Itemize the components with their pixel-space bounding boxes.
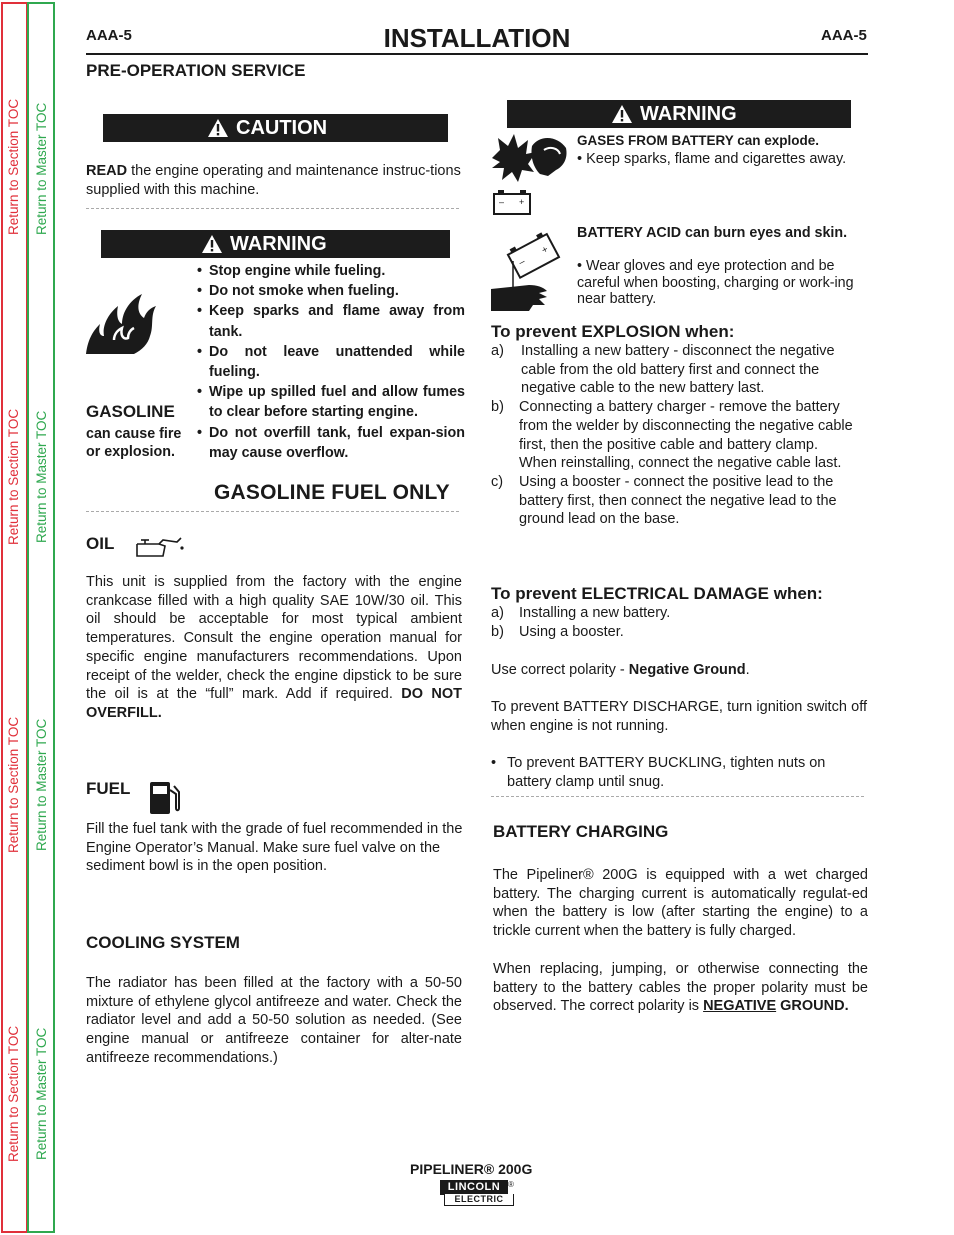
list-item: c) Using a booster - connect the positive lead to the battery first, then connect the negative lead to the ground lead on the base. (491, 473, 837, 528)
oil-can-icon (133, 534, 185, 558)
fuel-text: Fill the fuel tank with the grade of fuel recommended in the Engine Operator’s Manual. Make sure fuel valve on the sediment bowl is in the open position. (86, 821, 463, 875)
battery-explosion-icon (488, 132, 570, 218)
warning-triangle-icon (611, 104, 633, 124)
fuel-pump-icon (148, 778, 182, 816)
page-code-left: AAA-5 (86, 27, 132, 44)
cooling-text: The radiator has been filled at the factory with a 50-50 mixture of ethylene glycol antifreeze and water. Check the radiator level and add a 50-50 solution as needed. (See engine manual or antifreeze container for alter-nate antifreeze recommendations.) (86, 975, 462, 1066)
return-section-toc-link-1[interactable]: Return to Section TOC (6, 98, 21, 235)
list-item: • Do not overfill tank, fuel expan-sion may cause overflow. (197, 423, 465, 463)
acid-text: • Wear gloves and eye protection and be careful when boosting, charging or work-ing near battery. (577, 258, 854, 307)
acid-title: BATTERY ACID can burn eyes and skin. (577, 225, 848, 241)
return-master-toc-link-3[interactable]: Return to Master TOC (34, 718, 49, 851)
divider (491, 796, 864, 797)
explosion-list (491, 342, 867, 529)
list-item: b) Connecting a battery charger - remove the battery from the welder by disconnecting the negative cable first, then the positive cable and battery clamp. When reinstalling, connect the negative cable last. (491, 399, 853, 472)
charging-text-1: The Pipeliner® 200G is equipped with a wet charged battery. The charging current is automatically regulat-ed when the battery is low (after starting the engine) to a trickle current when the battery is fully charged. (493, 867, 868, 940)
polarity-text: Use correct polarity - Negative Ground. (491, 662, 750, 678)
divider (86, 208, 459, 209)
page-title: INSTALLATION (383, 23, 571, 53)
caution-banner (103, 114, 448, 142)
gasoline-title: GASOLINE can cause fire or explosion. (86, 402, 182, 460)
return-section-toc-link-4[interactable]: Return to Section TOC (6, 1025, 21, 1162)
explosion-heading: To prevent EXPLOSION when: (491, 322, 735, 341)
list-item: • Wipe up spilled fuel and allow fumes to clear before starting engine. (197, 382, 465, 422)
model-name: PIPELINER® 200G (410, 1161, 533, 1177)
page-code-right: AAA-5 (821, 27, 867, 44)
battery-charging-heading: BATTERY CHARGING (493, 822, 669, 841)
warning-label-left: WARNING (230, 232, 327, 255)
electrical-list (491, 604, 867, 641)
oil-heading: OIL (86, 534, 115, 553)
read-manual-text: READ the engine operating and maintenance instruc-tions supplied with this machine. (86, 163, 461, 198)
gasoline-warning-list (197, 261, 465, 463)
warning-triangle-icon (201, 234, 223, 254)
charging-text-2: When replacing, jumping, or otherwise connecting the battery to the battery cables the proper polarity must be observed. The correct polarity is NEGATIVE GROUND. (493, 961, 868, 1015)
svg-text:–: – (499, 197, 505, 207)
warning-label-right: WARNING (640, 102, 737, 125)
list-item: • Keep sparks and flame away from tank. (197, 301, 465, 341)
discharge-text: To prevent BATTERY DISCHARGE, turn ignition switch off when engine is not running. (491, 699, 867, 734)
warning-banner-right (507, 100, 851, 128)
pre-operation-heading: PRE-OPERATION SERVICE (86, 61, 306, 80)
battery-acid-icon (489, 229, 569, 315)
list-item: a) Installing a new battery - disconnect the negative cable from the old battery first and connect the negative cable to the new battery last. (491, 343, 835, 397)
svg-text:+: + (539, 244, 551, 257)
cooling-heading: COOLING SYSTEM (86, 933, 240, 952)
return-master-toc-link-4[interactable]: Return to Master TOC (34, 1027, 49, 1160)
flame-icon (84, 290, 160, 356)
list-item: a) Installing a new battery. (491, 605, 671, 621)
return-master-toc-link-1[interactable]: Return to Master TOC (34, 102, 49, 235)
list-item: b) Using a booster. (491, 623, 624, 640)
electrical-heading: To prevent ELECTRICAL DAMAGE when: (491, 584, 823, 603)
lincoln-electric-logo: LINCOLN ® ELECTRIC (436, 1180, 516, 1207)
list-item: • Stop engine while fueling. (197, 261, 465, 281)
return-master-toc-link-2[interactable]: Return to Master TOC (34, 410, 49, 543)
gases-text: • Keep sparks, flame and cigarettes away. (577, 151, 847, 167)
list-item: • Do not leave unattended while fueling. (197, 342, 465, 382)
oil-text: This unit is supplied from the factory with the engine crankcase filled with a high quality SAE 10W/30 oil. This oil should be acceptable for most typical ambient temperatures. Consult the engine operation manual for specific engine manufacturers recommendations. Upon receipt of the welder, check the engine dipstick to be sure the oil is at the “full” mark. Add if required. DO NOT OVERFILL. (86, 574, 463, 721)
svg-text:+: + (519, 197, 525, 207)
gasoline-fuel-only: GASOLINE FUEL ONLY (214, 481, 450, 504)
caution-triangle-icon (207, 118, 229, 138)
buckling-item: • To prevent BATTERY BUCKLING, tighten nuts on battery clamp until snug. (491, 755, 826, 790)
header-rule (86, 53, 868, 55)
svg-text:–: – (516, 256, 528, 269)
return-section-toc-link-3[interactable]: Return to Section TOC (6, 716, 21, 853)
caution-label: CAUTION (236, 116, 328, 139)
fuel-heading: FUEL (86, 779, 131, 798)
list-item: • Do not smoke when fueling. (197, 281, 465, 301)
divider (86, 511, 459, 512)
gases-title: GASES FROM BATTERY can explode. (577, 133, 820, 148)
return-section-toc-link-2[interactable]: Return to Section TOC (6, 408, 21, 545)
warning-banner-left (101, 230, 450, 258)
